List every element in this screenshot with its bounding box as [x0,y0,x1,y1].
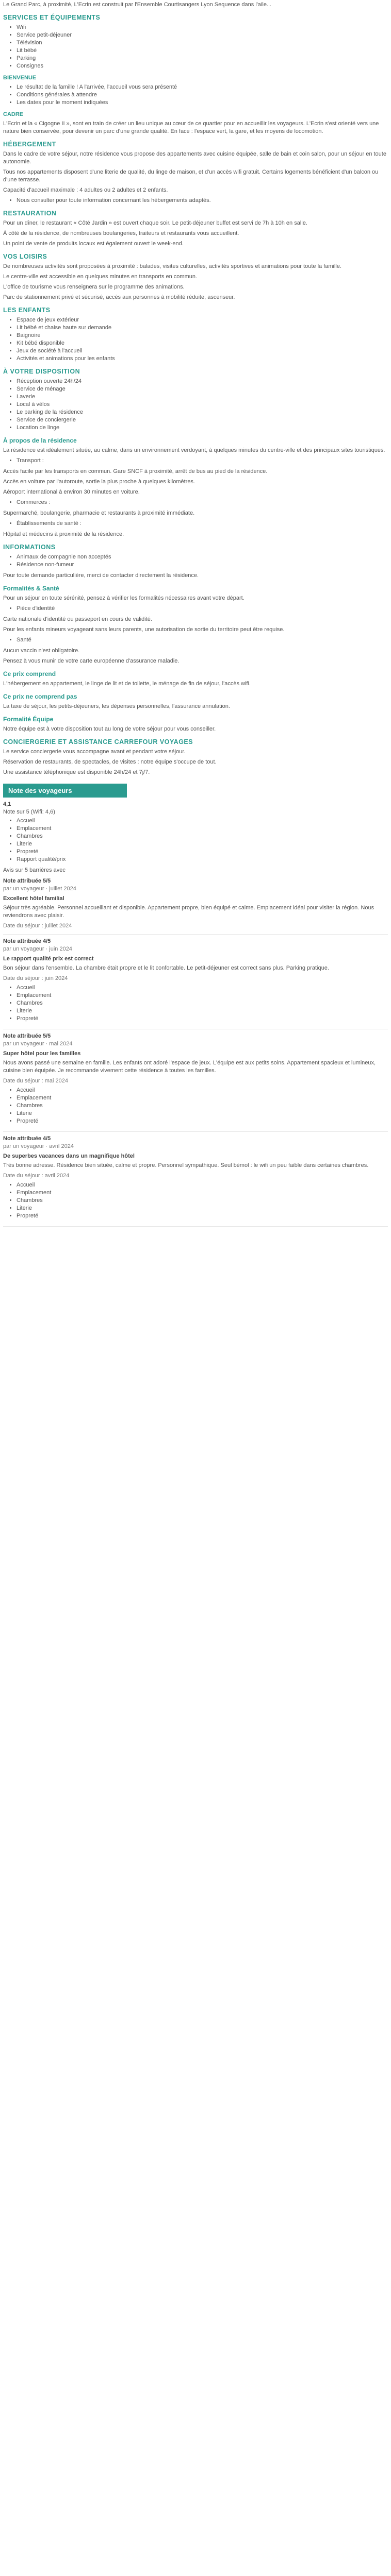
propos-list-1 [3,457,388,465]
formalites-list-2 [3,636,388,644]
list-item: • Transport : [17,457,388,465]
informations-list [3,553,388,569]
review-title: Le rapport qualité prix est correct [3,956,94,962]
hebergement-text-2: Tous nos appartements disposent d'une literie de qualité, du linge de maison, et d'un accès wifi gratuit. Certains logements bénéficient d'un balcon ou d'une terrasse. [3,169,379,183]
propos-list-2 [3,499,388,506]
review-criteria-list [3,1087,388,1125]
list-item: • Emplacement [17,1094,388,1102]
propos-text-4: Aéroport international à environ 30 minutes en voiture. [3,489,140,495]
review-criteria-list [3,1181,388,1220]
list-item: • Literie [17,840,388,848]
loisirs-text-3: L'office de tourisme vous renseignera sur le programme des animations. [3,284,185,290]
review-date: Date du séjour : avril 2024 [3,1173,70,1179]
section-title-bienvenue: BIENVENUE [3,75,37,81]
section-title-formalites: Formalités & Santé [3,585,59,592]
list-item: • Literie [17,1110,388,1117]
list-item: • Service de conciergerie [17,416,388,424]
list-item: • Accueil [17,984,388,992]
loisirs-text-1: De nombreuses activités sont proposées à proximité : balades, visites culturelles, activités sportives et animations pour toute la famille. [3,263,342,269]
services-list [3,24,388,70]
review-text: Très bonne adresse. Résidence bien située, calme et propre. Personnel sympathique. Seul bémol : le wifi un peu faible dans certaines chambres. [3,1162,369,1168]
list-item: • Service petit-déjeuner [17,31,388,39]
section-title-informations: INFORMATIONS [3,544,56,551]
list-item: • Literie [17,1007,388,1015]
propos-list-3 [3,520,388,528]
list-item: • Emplacement [17,1189,388,1197]
review-text: Nous avons passé une semaine en famille. Les enfants ont adoré l'espace de jeux. L'équipe est aux petits soins. Appartement spacieux et lumineux, cuisine bien équipée. Je recommande vivement cette résidence à toutes les familles. [3,1060,376,1074]
list-item: • Nous consulter pour toute information concernant les hébergements adaptés. [17,197,388,205]
summary-score: 4,1 [3,801,11,807]
list-item: • Emplacement [17,992,388,999]
list-item: • Accueil [17,1087,388,1094]
list-item: • Espace de jeux extérieur [17,316,388,324]
section-title-conciergerie: CONCIERGERIE ET ASSISTANCE CARREFOUR VOYAGES [3,738,193,745]
list-item: • Lit bébé [17,47,388,55]
review-date: Date du séjour : juin 2024 [3,975,68,981]
list-item: • Baignoire [17,332,388,340]
list-item: • Wifi [17,24,388,31]
loisirs-text-2: Le centre-ville est accessible en quelques minutes en transports en commun. [3,274,198,280]
review-text: Séjour très agréable. Personnel accueillant et disponible. Appartement propre, bien équipé et calme. Emplacement idéal pour visiter la région. Nous reviendrons avec plaisir. [3,905,374,919]
review-criteria-list [3,984,388,1023]
conciergerie-text-1: Le service conciergerie vous accompagne avant et pendant votre séjour. [3,749,186,755]
review-text: Bon séjour dans l'ensemble. La chambre était propre et le lit confortable. Le petit-déjeuner est correct sans plus. Parking pratique. [3,965,329,971]
list-item: • Consignes [17,62,388,70]
hebergement-list [3,197,388,205]
propos-text-1: La résidence est idéalement située, au calme, dans un environnement verdoyant, à quelques minutes du centre-ville et des principaux sites touristiques. [3,447,385,453]
summary-count: Avis sur 5 barrières avec [3,867,66,873]
compris-text: L'hébergement en appartement, le linge de lit et de toilette, le ménage de fin de séjour, l'accès wifi. [3,681,251,687]
formule-text: Notre équipe est à votre disposition tout au long de votre séjour pour vous conseiller. [3,726,216,732]
page [0,1,391,2576]
hebergement-text-1: Dans le cadre de votre séjour, notre résidence vous propose des appartements avec cuisine équipée, salle de bain et coin salon, pour un séjour en toute autonomie. [3,151,386,165]
propos-text-5: Supermarché, boulangerie, pharmacie et restaurants à proximité immédiate. [3,510,195,516]
informations-text-1: Pour toute demande particulière, merci de contacter directement la résidence. [3,572,199,579]
section-title-noncompris: Ce prix ne comprend pas [3,693,77,700]
section-title-restauration: RESTAURATION [3,210,57,217]
reviews-banner: Note des voyageurs [3,784,127,798]
propos-text-6: Hôpital et médecins à proximité de la résidence. [3,531,124,537]
list-item: • Propreté [17,1212,388,1220]
conciergerie-text-2: Réservation de restaurants, de spectacles, de visites : notre équipe s'occupe de tout. [3,759,217,765]
list-item: • Accueil [17,1181,388,1189]
list-item: • Les dates pour le moment indiquées [17,99,388,107]
review-item [3,874,388,935]
list-item: • Chambres [17,1102,388,1110]
section-title-cadre: CADRE [3,111,24,117]
list-item: • Service de ménage [17,385,388,393]
list-item: • Commerces : [17,499,388,506]
summary-criteria-list [3,817,388,863]
hebergement-text-3: Capacité d'accueil maximale : 4 adultes ou 2 adultes et 2 enfants. [3,187,168,193]
list-item: • Kit bébé disponible [17,340,388,347]
review-score: Note attribuée 5/5 [3,1033,51,1039]
review-title: De superbes vacances dans un magnifique hôtel [3,1153,135,1159]
section-title-formule: Formalité Équipe [3,716,54,723]
list-item: • Chambres [17,999,388,1007]
bienvenue-list [3,83,388,107]
propos-text-2: Accès facile par les transports en commun. Gare SNCF à proximité, arrêt de bus au pied de la résidence. [3,468,268,474]
review-score: Note attribuée 4/5 [3,938,51,944]
review-date: Date du séjour : juillet 2024 [3,923,72,929]
list-item: • Jeux de société à l'accueil [17,347,388,355]
list-item: • Propreté [17,1117,388,1125]
review-score: Note attribuée 5/5 [3,878,51,884]
list-item: • Location de linge [17,424,388,432]
restauration-text-3: Un point de vente de produits locaux est également ouvert le week-end. [3,241,184,247]
list-item: • Réception ouverte 24h/24 [17,378,388,385]
formalites-text-4: Aucun vaccin n'est obligatoire. [3,648,80,654]
review-meta: par un voyageur · mai 2024 [3,1041,73,1047]
formalites-text-2: Carte nationale d'identité ou passeport en cours de validité. [3,616,152,622]
summary-line: Note sur 5 (Wifi: 4,6) [3,809,55,815]
disposition-list [3,378,388,432]
list-item: • Télévision [17,39,388,47]
formalites-text-5: Pensez à vous munir de votre carte européenne d'assurance maladie. [3,658,180,664]
list-item: • Activités et animations pour les enfants [17,355,388,363]
intro-text: Le Grand Parc, à proximité, L'Ecrin est construit par l'Ensemble Courtisangers Lyon Sequence dans l'aile... [3,2,272,8]
review-title: Excellent hôtel familial [3,895,64,902]
enfants-list [3,316,388,363]
list-item: • Établissements de santé : [17,520,388,528]
restauration-text-2: À côté de la résidence, de nombreuses boulangeries, traiteurs et restaurants vous accueillent. [3,230,239,236]
section-title-loisirs: VOS LOISIRS [3,253,47,260]
list-item: • Chambres [17,1197,388,1205]
formalites-list-1 [3,605,388,613]
review-meta: par un voyageur · juillet 2024 [3,886,76,892]
conciergerie-text-3: Une assistance téléphonique est disponible 24h/24 et 7j/7. [3,769,150,775]
review-meta: par un voyageur · avril 2024 [3,1143,74,1149]
list-item: • Pièce d'identité [17,605,388,613]
list-item: • Lit bébé et chaise haute sur demande [17,324,388,332]
section-title-enfants: LES ENFANTS [3,307,51,314]
review-item [3,1132,388,1227]
restauration-text-1: Pour un dîner, le restaurant « Côté Jardin » est ouvert chaque soir. Le petit-déjeuner buffet est servi de 7h à 10h en salle. [3,220,307,226]
formalites-text-3: Pour les enfants mineurs voyageant sans leurs parents, une autorisation de sortie du territoire peut être requise. [3,626,285,633]
section-title-disposition: À VOTRE DISPOSITION [3,368,80,375]
list-item: • Santé [17,636,388,644]
noncompris-text: La taxe de séjour, les petits-déjeuners, les dépenses personnelles, l'assurance annulation. [3,703,230,709]
review-score: Note attribuée 4/5 [3,1136,51,1142]
list-item: • Emplacement [17,825,388,833]
formalites-text-1: Pour un séjour en toute sérénité, pensez à vérifier les formalités nécessaires avant votre départ. [3,595,245,601]
review-item [3,935,388,1029]
review-meta: par un voyageur · juin 2024 [3,946,72,952]
list-item: • Rapport qualité/prix [17,856,388,863]
list-item: • Animaux de compagnie non acceptés [17,553,388,561]
list-item: • Local à vélos [17,401,388,409]
review-date: Date du séjour : mai 2024 [3,1078,68,1084]
cadre-text: L'Ecrin et la « Cigogne II », sont en train de créer un lieu unique au cœur de ce quartier pour en accueillir les voyageurs. L'Ecrin s'est orienté vers une nature bien conservée, pour devenir un parc d'une grande qualité. En face : l'espace vert, la gare, et les moyens de locomotion. [3,121,379,134]
section-title-propos: À propos de la résidence [3,437,77,444]
list-item: • Parking [17,55,388,62]
list-item: • Literie [17,1205,388,1212]
list-item: • Propreté [17,848,388,856]
propos-text-3: Accès en voiture par l'autoroute, sortie la plus proche à quelques kilomètres. [3,479,196,485]
section-title-hebergement: HÉBERGEMENT [3,141,56,148]
list-item: • Chambres [17,833,388,840]
list-item: • Conditions générales à attendre [17,91,388,99]
review-item [3,1029,388,1132]
list-item: • Propreté [17,1015,388,1023]
list-item: • Le résultat de la famille ! A l'arrivée, l'accueil vous sera présenté [17,83,388,91]
list-item: • Laverie [17,393,388,401]
section-title-compris: Ce prix comprend [3,670,56,677]
reviews-summary [3,801,388,874]
loisirs-text-4: Parc de stationnement privé et sécurisé, accès aux personnes à mobilité réduite, ascenseur. [3,294,235,300]
section-title-services: SERVICES ET ÉQUIPEMENTS [3,14,101,21]
list-item: • Résidence non-fumeur [17,561,388,569]
review-title: Super hôtel pour les familles [3,1050,81,1057]
list-item: • Le parking de la résidence [17,409,388,416]
list-item: • Accueil [17,817,388,825]
